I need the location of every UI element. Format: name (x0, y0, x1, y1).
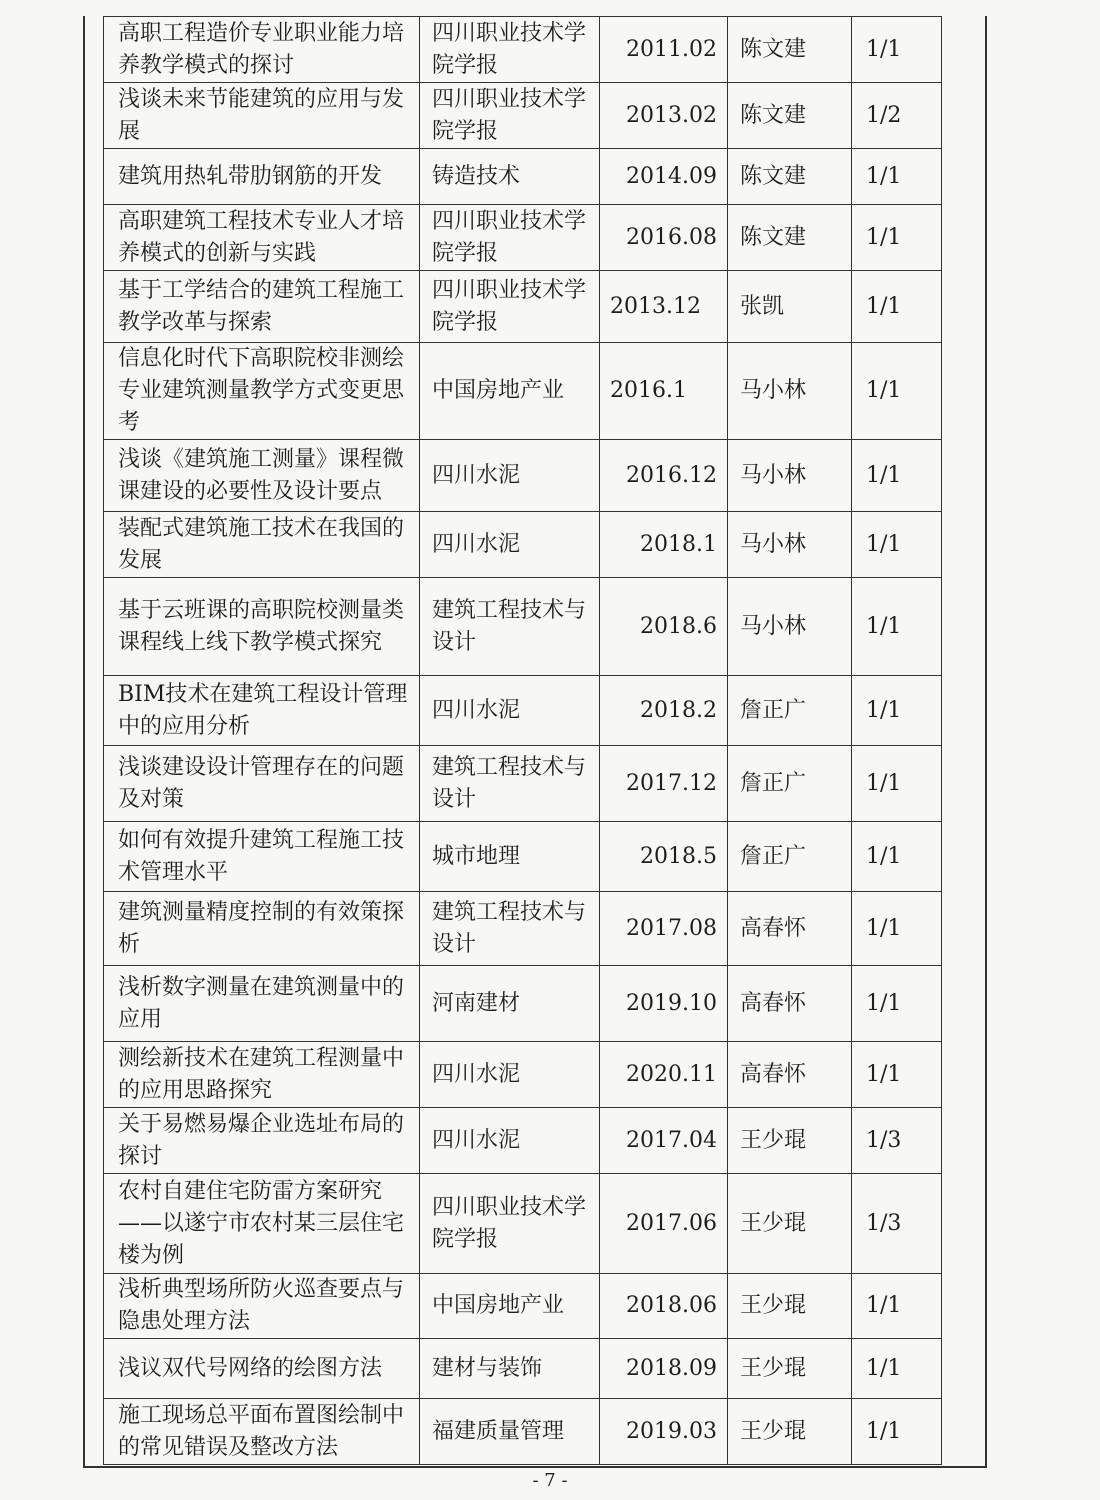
publish-date-cell: 2017.08 (600, 892, 728, 966)
publish-date-cell: 2014.09 (600, 149, 728, 205)
paper-title-cell: 高职建筑工程技术专业人才培养模式的创新与实践 (104, 205, 420, 271)
paper-title-cell: 基于工学结合的建筑工程施工教学改革与探索 (104, 271, 420, 343)
journal-cell: 四川职业技术学院学报 (420, 271, 600, 343)
author-cell: 詹正广 (728, 822, 852, 892)
publish-date-cell: 2017.12 (600, 746, 728, 822)
table-row (104, 149, 942, 205)
table-row (104, 1108, 942, 1174)
publish-date-cell: 2013.12 (600, 271, 728, 343)
author-rank-cell: 1/1 (852, 966, 942, 1042)
author-cell: 陈文建 (728, 83, 852, 149)
author-cell: 张凯 (728, 271, 852, 343)
publication-table-body (104, 17, 942, 1465)
table-row (104, 271, 942, 343)
paper-title-cell: 浅谈《建筑施工测量》课程微课建设的必要性及设计要点 (104, 440, 420, 512)
publish-date-cell: 2016.08 (600, 205, 728, 271)
publish-date-cell: 2017.04 (600, 1108, 728, 1174)
publish-date-cell: 2019.03 (600, 1399, 728, 1465)
paper-title-cell: BIM技术在建筑工程设计管理中的应用分析 (104, 676, 420, 746)
publish-date-cell: 2018.06 (600, 1274, 728, 1339)
paper-title-cell: 基于云班课的高职院校测量类课程线上线下教学模式探究 (104, 578, 420, 676)
author-rank-cell: 1/1 (852, 1042, 942, 1108)
journal-cell: 福建质量管理 (420, 1399, 600, 1465)
author-cell: 王少琨 (728, 1108, 852, 1174)
paper-title-cell: 施工现场总平面布置图绘制中的常见错误及整改方法 (104, 1399, 420, 1465)
journal-cell: 四川水泥 (420, 440, 600, 512)
journal-cell: 四川职业技术学院学报 (420, 205, 600, 271)
publish-date-cell: 2018.09 (600, 1339, 728, 1399)
table-row (104, 1399, 942, 1465)
publish-date-cell: 2019.10 (600, 966, 728, 1042)
author-cell: 王少琨 (728, 1399, 852, 1465)
journal-cell: 四川水泥 (420, 676, 600, 746)
author-cell: 詹正广 (728, 676, 852, 746)
paper-title-cell: 农村自建住宅防雷方案研究——以遂宁市农村某三层住宅楼为例 (104, 1174, 420, 1274)
author-cell: 马小林 (728, 512, 852, 578)
author-rank-cell: 1/1 (852, 746, 942, 822)
paper-title-cell: 浅谈未来节能建筑的应用与发展 (104, 83, 420, 149)
publish-date-cell: 2016.1 (600, 343, 728, 440)
author-rank-cell: 1/1 (852, 1339, 942, 1399)
publish-date-cell: 2011.02 (600, 17, 728, 83)
publish-date-cell: 2020.11 (600, 1042, 728, 1108)
paper-title-cell: 信息化时代下高职院校非测绘专业建筑测量教学方式变更思考 (104, 343, 420, 440)
journal-cell: 建筑工程技术与设计 (420, 892, 600, 966)
author-rank-cell: 1/1 (852, 17, 942, 83)
journal-cell: 四川职业技术学院学报 (420, 83, 600, 149)
journal-cell: 建筑工程技术与设计 (420, 578, 600, 676)
paper-title-cell: 测绘新技术在建筑工程测量中的应用思路探究 (104, 1042, 420, 1108)
table-row (104, 578, 942, 676)
author-cell: 马小林 (728, 343, 852, 440)
journal-cell: 中国房地产业 (420, 1274, 600, 1339)
table-row (104, 440, 942, 512)
author-rank-cell: 1/1 (852, 676, 942, 746)
author-cell: 陈文建 (728, 149, 852, 205)
author-rank-cell: 1/3 (852, 1108, 942, 1174)
author-cell: 王少琨 (728, 1339, 852, 1399)
table-row (104, 966, 942, 1042)
author-rank-cell: 1/1 (852, 892, 942, 966)
publish-date-cell: 2016.12 (600, 440, 728, 512)
paper-title-cell: 浅析数字测量在建筑测量中的应用 (104, 966, 420, 1042)
paper-title-cell: 浅谈建设设计管理存在的问题及对策 (104, 746, 420, 822)
table-row (104, 343, 942, 440)
author-rank-cell: 1/2 (852, 83, 942, 149)
table-row (104, 822, 942, 892)
table-row (104, 1174, 942, 1274)
author-cell: 王少琨 (728, 1174, 852, 1274)
journal-cell: 建筑工程技术与设计 (420, 746, 600, 822)
journal-cell: 建材与装饰 (420, 1339, 600, 1399)
table-row (104, 892, 942, 966)
author-rank-cell: 1/1 (852, 822, 942, 892)
paper-title-cell: 建筑测量精度控制的有效策探析 (104, 892, 420, 966)
page-number: - 7 - (532, 1470, 568, 1491)
paper-title-cell: 关于易燃易爆企业选址布局的探讨 (104, 1108, 420, 1174)
journal-cell: 四川水泥 (420, 1108, 600, 1174)
author-cell: 陈文建 (728, 17, 852, 83)
author-cell: 詹正广 (728, 746, 852, 822)
paper-title-cell: 建筑用热轧带肋钢筋的开发 (104, 149, 420, 205)
journal-cell: 四川水泥 (420, 512, 600, 578)
author-cell: 马小林 (728, 440, 852, 512)
author-cell: 马小林 (728, 578, 852, 676)
publish-date-cell: 2017.06 (600, 1174, 728, 1274)
journal-cell: 铸造技术 (420, 149, 600, 205)
paper-title-cell: 高职工程造价专业职业能力培养教学模式的探讨 (104, 17, 420, 83)
journal-cell: 四川职业技术学院学报 (420, 17, 600, 83)
journal-cell: 四川水泥 (420, 1042, 600, 1108)
table-row (104, 17, 942, 83)
author-rank-cell: 1/1 (852, 1274, 942, 1339)
publication-table (103, 16, 942, 1465)
table-row (104, 676, 942, 746)
journal-cell: 四川职业技术学院学报 (420, 1174, 600, 1274)
author-cell: 高春怀 (728, 966, 852, 1042)
author-rank-cell: 1/1 (852, 512, 942, 578)
journal-cell: 中国房地产业 (420, 343, 600, 440)
publish-date-cell: 2018.1 (600, 512, 728, 578)
paper-title-cell: 浅议双代号网络的绘图方法 (104, 1339, 420, 1399)
table-row (104, 83, 942, 149)
table-row (104, 205, 942, 271)
publish-date-cell: 2018.2 (600, 676, 728, 746)
publish-date-cell: 2018.6 (600, 578, 728, 676)
table-row (104, 512, 942, 578)
table-row (104, 746, 942, 822)
author-rank-cell: 1/1 (852, 343, 942, 440)
author-rank-cell: 1/3 (852, 1174, 942, 1274)
author-rank-cell: 1/1 (852, 205, 942, 271)
author-rank-cell: 1/1 (852, 578, 942, 676)
table-row (104, 1042, 942, 1108)
journal-cell: 城市地理 (420, 822, 600, 892)
author-rank-cell: 1/1 (852, 271, 942, 343)
journal-cell: 河南建材 (420, 966, 600, 1042)
author-rank-cell: 1/1 (852, 440, 942, 512)
paper-title-cell: 装配式建筑施工技术在我国的发展 (104, 512, 420, 578)
author-rank-cell: 1/1 (852, 149, 942, 205)
publish-date-cell: 2018.5 (600, 822, 728, 892)
paper-title-cell: 如何有效提升建筑工程施工技术管理水平 (104, 822, 420, 892)
table-row (104, 1274, 942, 1339)
publish-date-cell: 2013.02 (600, 83, 728, 149)
author-cell: 王少琨 (728, 1274, 852, 1339)
table-row (104, 1339, 942, 1399)
author-cell: 高春怀 (728, 1042, 852, 1108)
paper-title-cell: 浅析典型场所防火巡查要点与隐患处理方法 (104, 1274, 420, 1339)
author-cell: 高春怀 (728, 892, 852, 966)
author-cell: 陈文建 (728, 205, 852, 271)
author-rank-cell: 1/1 (852, 1399, 942, 1465)
